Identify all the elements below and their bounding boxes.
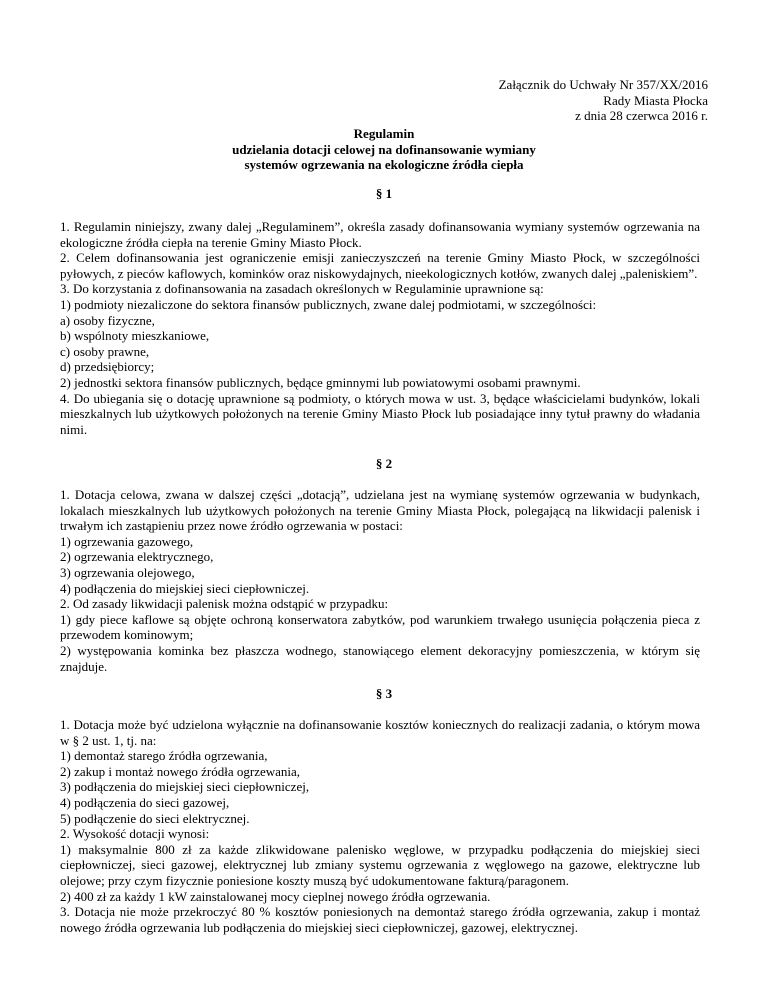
header-line-resolution: Załącznik do Uchwały Nr 357/XX/2016 xyxy=(498,77,708,92)
paragraph: 1. Regulamin niniejszy, zwany dalej „Regulaminem”, określa zasady dofinansowania wymiany systemów ogrzewania na ekologiczne źródła ciepła na terenie Gminy Miasto Płock. xyxy=(60,219,700,250)
list-item: 4) podłączenia do sieci gazowej, xyxy=(60,794,230,810)
paragraph: 2. Celem dofinansowania jest ograniczenie emisji zanieczyszczeń na terenie Gminy Miasto Płock, w szczególności pyłowych, z pieców kaflowych, kominków oraz niskowydajnych, nieekologicznych kotłów, zwanych dalej „paleniskiem”. xyxy=(60,250,700,281)
paragraph: 2) jednostki sektora finansów publicznych, będące gminnymi lub powiatowymi osobami prawnymi. xyxy=(60,374,581,390)
section-1-heading: § 1 xyxy=(375,186,393,201)
section-2-heading: § 2 xyxy=(375,456,393,471)
paragraph: 1. Dotacja celowa, zwana w dalszej części „dotacją”, udzielana jest na wymianę systemów ogrzewania w budynkach, lokalach mieszkalnych lub użytkowych położonych na terenie Gminy Miasta Płock, polegającą na likwidacji palenisk i trwałym ich zastąpieniu przez nowe źródło ogrzewania w postaci: xyxy=(60,487,700,534)
list-item: b) wspólnoty mieszkaniowe, xyxy=(60,328,210,344)
list-item: 2) zakup i montaż nowego źródła ogrzewania, xyxy=(60,763,301,779)
list-item: c) osoby prawne, xyxy=(60,343,150,359)
section-3-body xyxy=(60,717,700,935)
paragraph: 2. Od zasady likwidacji palenisk można odstąpić w przypadku: xyxy=(60,596,389,612)
list-item: 3) podłączenia do miejskiej sieci ciepłowniczej, xyxy=(60,779,310,795)
paragraph: 1) podmioty niezaliczone do sektora finansów publicznych, zwane dalej podmiotami, w szczególności: xyxy=(60,296,597,312)
section-1-body xyxy=(60,219,700,437)
paragraph: 1. Dotacja może być udzielona wyłącznie na dofinansowanie kosztów koniecznych do realizacji zadania, o którym mowa w § 2 ust. 1, tj. na: xyxy=(60,717,700,748)
header-line-date: z dnia 28 czerwca 2016 r. xyxy=(575,108,708,123)
paragraph: 2) występowania kominka bez płaszcza wodnego, stanowiącego element dekoracyjny pomieszczenia, w którym się znajduje. xyxy=(60,642,700,674)
list-item: 1) demontaż starego źródła ogrzewania, xyxy=(60,748,268,764)
list-item: 5) podłączenie do sieci elektrycznej. xyxy=(60,810,250,826)
paragraph: 2. Wysokość dotacji wynosi: xyxy=(60,826,210,842)
document-title xyxy=(0,126,768,173)
paragraph: 3. Dotacja nie może przekroczyć 80 % kosztów poniesionych na demontaż starego źródła ogrzewania, zakup i montaż nowego źródła ogrzewania lub podłączenia do miejskiej sieci ciepłowniczej, gazowej, elektrycznej. xyxy=(60,904,700,935)
paragraph: 1) gdy piece kaflowe są objęte ochroną konserwatora zabytków, pod warunkiem trwałego usunięcia połączenia pieca z przewodem kominowym; xyxy=(60,611,700,643)
paragraph: 3. Do korzystania z dofinansowania na zasadach określonych w Regulaminie uprawnione są: xyxy=(60,281,544,297)
list-item: 3) ogrzewania olejowego, xyxy=(60,564,195,580)
title-line-1: Regulamin xyxy=(353,126,415,141)
paragraph: 4. Do ubiegania się o dotację uprawnione są podmioty, o których mowa w ust. 3, będące właścicielami budynków, lokali mieszkalnych lub użytkowych położonych na terenie Gminy Miasto Płock lub posiadające inny tytuł prawny do władania nimi. xyxy=(60,390,700,437)
section-3-heading: § 3 xyxy=(375,686,393,701)
paragraph: 2) 400 zł za każdy 1 kW zainstalowanej mocy cieplnej nowego źródła ogrzewania. xyxy=(60,888,491,904)
list-item: d) przedsiębiorcy; xyxy=(60,359,155,375)
section-2-body xyxy=(60,487,700,674)
attachment-header xyxy=(499,77,708,124)
header-line-council: Rady Miasta Płocka xyxy=(603,92,708,108)
list-item: 2) ogrzewania elektrycznego, xyxy=(60,549,214,565)
title-line-2: udzielania dotacji celowej na dofinansowanie wymiany xyxy=(232,141,536,157)
list-item: 4) podłączenia do miejskiej sieci ciepłowniczej. xyxy=(60,580,310,596)
list-item: 1) ogrzewania gazowego, xyxy=(60,533,194,549)
title-line-3: systemów ogrzewania na ekologiczne źródła ciepła xyxy=(244,157,524,172)
paragraph: 1) maksymalnie 800 zł za każde zlikwidowane palenisko węglowe, w przypadku podłączenia do miejskiej sieci ciepłowniczej, sieci gazowej, elektrycznej lub zmiany systemu ogrzewania z węglowego na gazowe, elektryczne lub olejowe; przy czym fizycznie poniesione koszty muszą być udokumentowane fakturą/paragonem. xyxy=(60,841,700,888)
list-item: a) osoby fizyczne, xyxy=(60,312,155,328)
